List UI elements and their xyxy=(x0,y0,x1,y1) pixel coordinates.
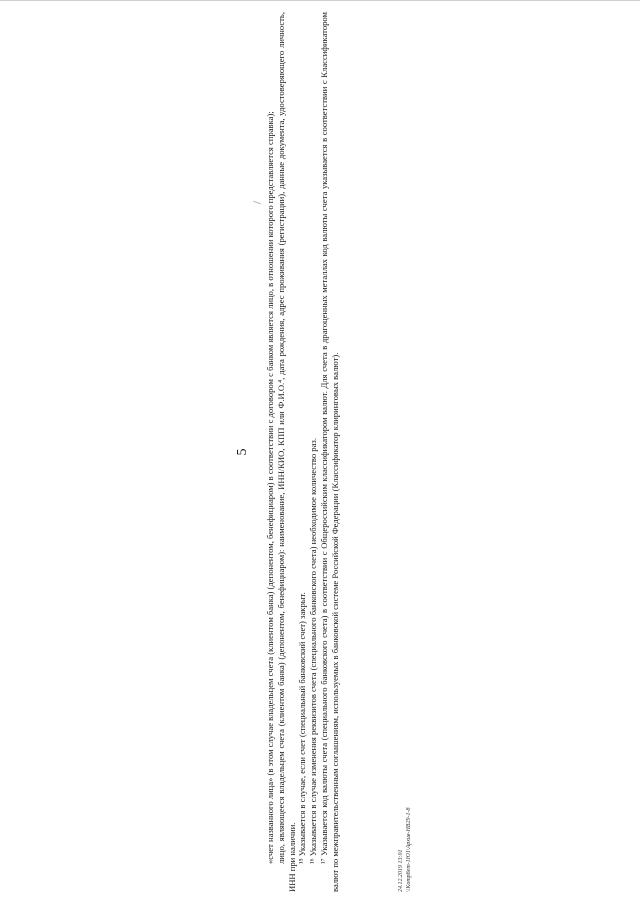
page-number: 5 xyxy=(235,448,250,456)
page-top-border xyxy=(0,0,640,1)
footer-timestamp: 24.12.2019 13:01 xyxy=(398,849,404,892)
pen-mark xyxy=(253,201,261,205)
document-body xyxy=(265,12,341,892)
footnote-15: ¹⁵ Указывается в случае, если счет (специальный банковский счет) закрыт. xyxy=(297,592,308,864)
footer-file-path: \\Komp8em-1Ю1\Apxuв-НВ29-1-8 xyxy=(405,807,412,892)
document-footer xyxy=(398,808,413,892)
paragraph-account-owner: лицо, являющееся владельцем счета (клиентом банка) (депонентом, бенефициаром): наименование, ИНН/КИО, КПП или Ф.И.О.⁴, дата рождения, адрес проживания (регистрации), данные документа, удостоверяющего личность, ИНН при наличии. xyxy=(275,12,297,892)
paragraph-named-person-account: «счет названного лица» (в этом случае владельцем счета (клиентом банка) (депонентом, бенефициаром) в соответствии с договором с банком является лицо, в отношении которого представляется справка); xyxy=(265,111,275,864)
footnote-17: ¹⁷ Указывается код валюты счета (специального банковского счета) в соответствии с Общероссийским классификатором валют. Для счета в драгоценных металлах код валюты счета указывается в соответствии с Классификатором валют по межправительственным соглашениям, используемых в банковской системе Российской Федерации (Классификатор клиринговых валют). xyxy=(318,12,340,892)
rotated-document-page xyxy=(235,12,412,892)
footnote-16: ¹⁶ Указывается в случае изменения реквизитов счета (специального банковского счета) необходимое количество раз. xyxy=(308,438,319,864)
